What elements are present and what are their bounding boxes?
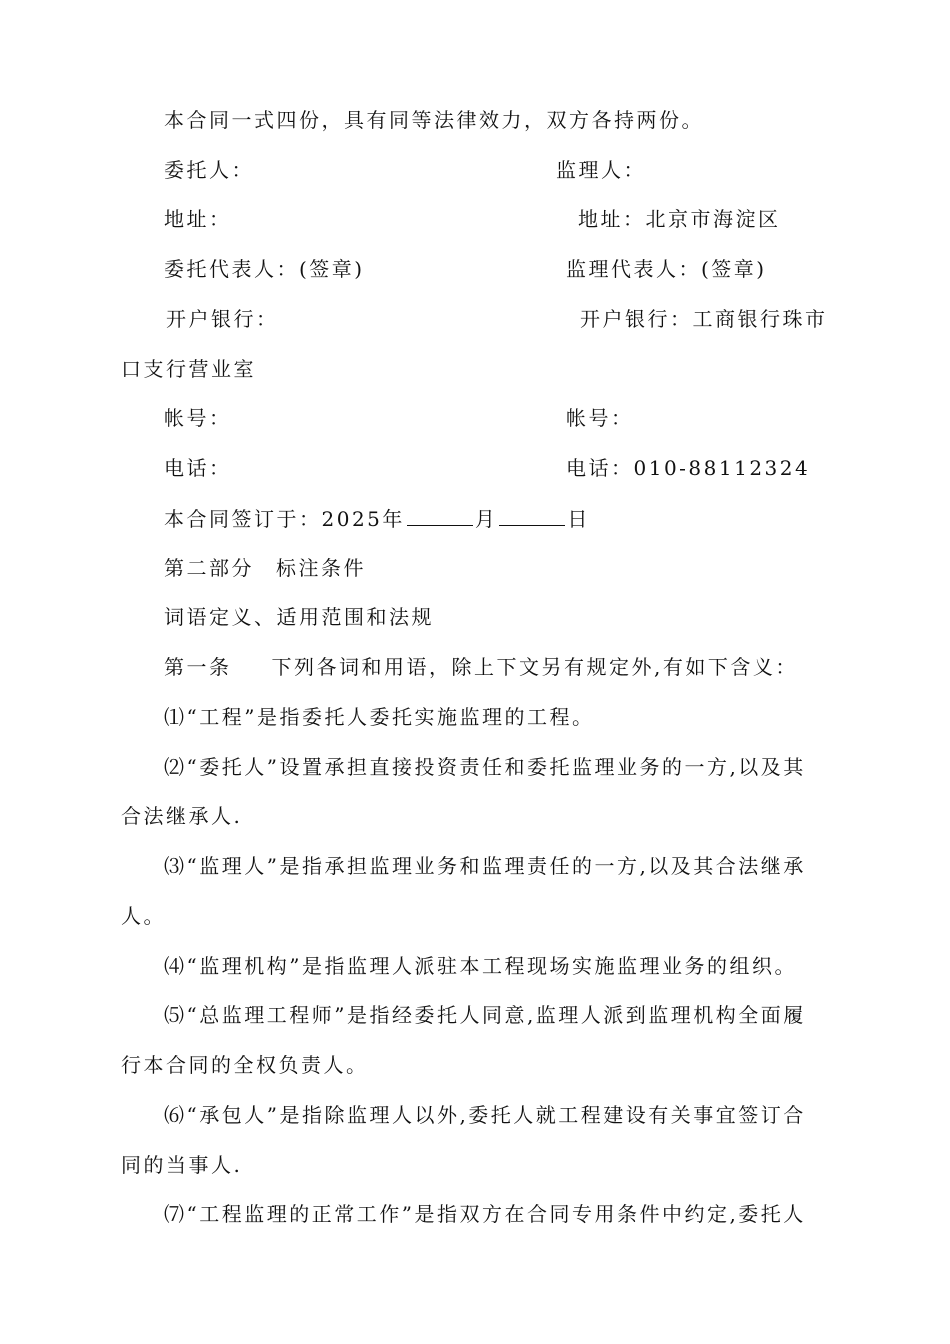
client-account: 帐号： [164, 406, 232, 430]
part-two-label: 第二部分 [164, 556, 254, 580]
representative-row [0, 254, 950, 284]
article-one-label: 第一条 [164, 655, 232, 679]
client-phone: 电话： [164, 456, 232, 480]
day-label: 日 [567, 507, 590, 531]
month-blank [407, 503, 473, 526]
definition-6-line2: 同的当事人. [121, 1153, 243, 1177]
definition-5-line2: 行本合同的全权负责人。 [121, 1053, 369, 1077]
month-label: 月 [474, 507, 498, 531]
supervisor-phone: 电话：010-88112324 [566, 456, 811, 480]
definition-2-line1: ⑵“委托人”设置承担直接投资责任和委托监理业务的一方,以及其 [164, 755, 806, 779]
supervisor-account: 帐号： [566, 406, 634, 430]
part-two-heading [164, 553, 366, 583]
article-one [164, 652, 798, 682]
supervisor-bank-continued: 口支行营业室 [121, 357, 256, 381]
part-two-title: 标注条件 [276, 556, 366, 580]
section-title: 词语定义、适用范围和法规 [164, 605, 434, 629]
supervisor-address: 地址：北京市海淀区 [578, 207, 781, 231]
copies-clause: 本合同一式四份，具有同等法律效力，双方各持两份。 [164, 108, 704, 132]
supervisor-bank: 开户银行：工商银行珠市 [580, 307, 828, 331]
definition-1: ⑴“工程”是指委托人委托实施监理的工程。 [164, 705, 595, 729]
signing-date-prefix: 本合同签订于：2025年 [164, 507, 405, 531]
article-one-text: 下列各词和用语，除上下文另有规定外,有如下含义： [271, 655, 798, 679]
supervisor-representative: 监理代表人：(签章) [566, 257, 767, 281]
day-blank [499, 503, 565, 526]
client-bank: 开户银行： [166, 307, 279, 331]
signing-date [164, 503, 590, 533]
bank-row [0, 304, 950, 334]
definition-4: ⑷“监理机构”是指监理人派驻本工程现场实施监理业务的组织。 [164, 954, 797, 978]
address-row [0, 204, 950, 234]
definition-3-line2: 人。 [121, 904, 166, 928]
client-label: 委托人： [164, 158, 254, 182]
client-address: 地址： [164, 207, 232, 231]
party-labels-row [0, 155, 950, 185]
account-row [0, 403, 950, 433]
definition-3-line1: ⑶“监理人”是指承担监理业务和监理责任的一方,以及其合法继承 [164, 854, 806, 878]
phone-row [0, 453, 950, 483]
definition-6-line1: ⑹“承包人”是指除监理人以外,委托人就工程建设有关事宜签订合 [164, 1103, 806, 1127]
definition-7-line1: ⑺“工程监理的正常工作”是指双方在合同专用条件中约定,委托人 [164, 1202, 806, 1226]
client-representative: 委托代表人：(签章) [164, 257, 365, 281]
definition-5-line1: ⑸“总监理工程师”是指经委托人同意,监理人派到监理机构全面履 [164, 1003, 806, 1027]
definition-2-line2: 合法继承人. [121, 804, 243, 828]
supervisor-label: 监理人： [556, 158, 646, 182]
